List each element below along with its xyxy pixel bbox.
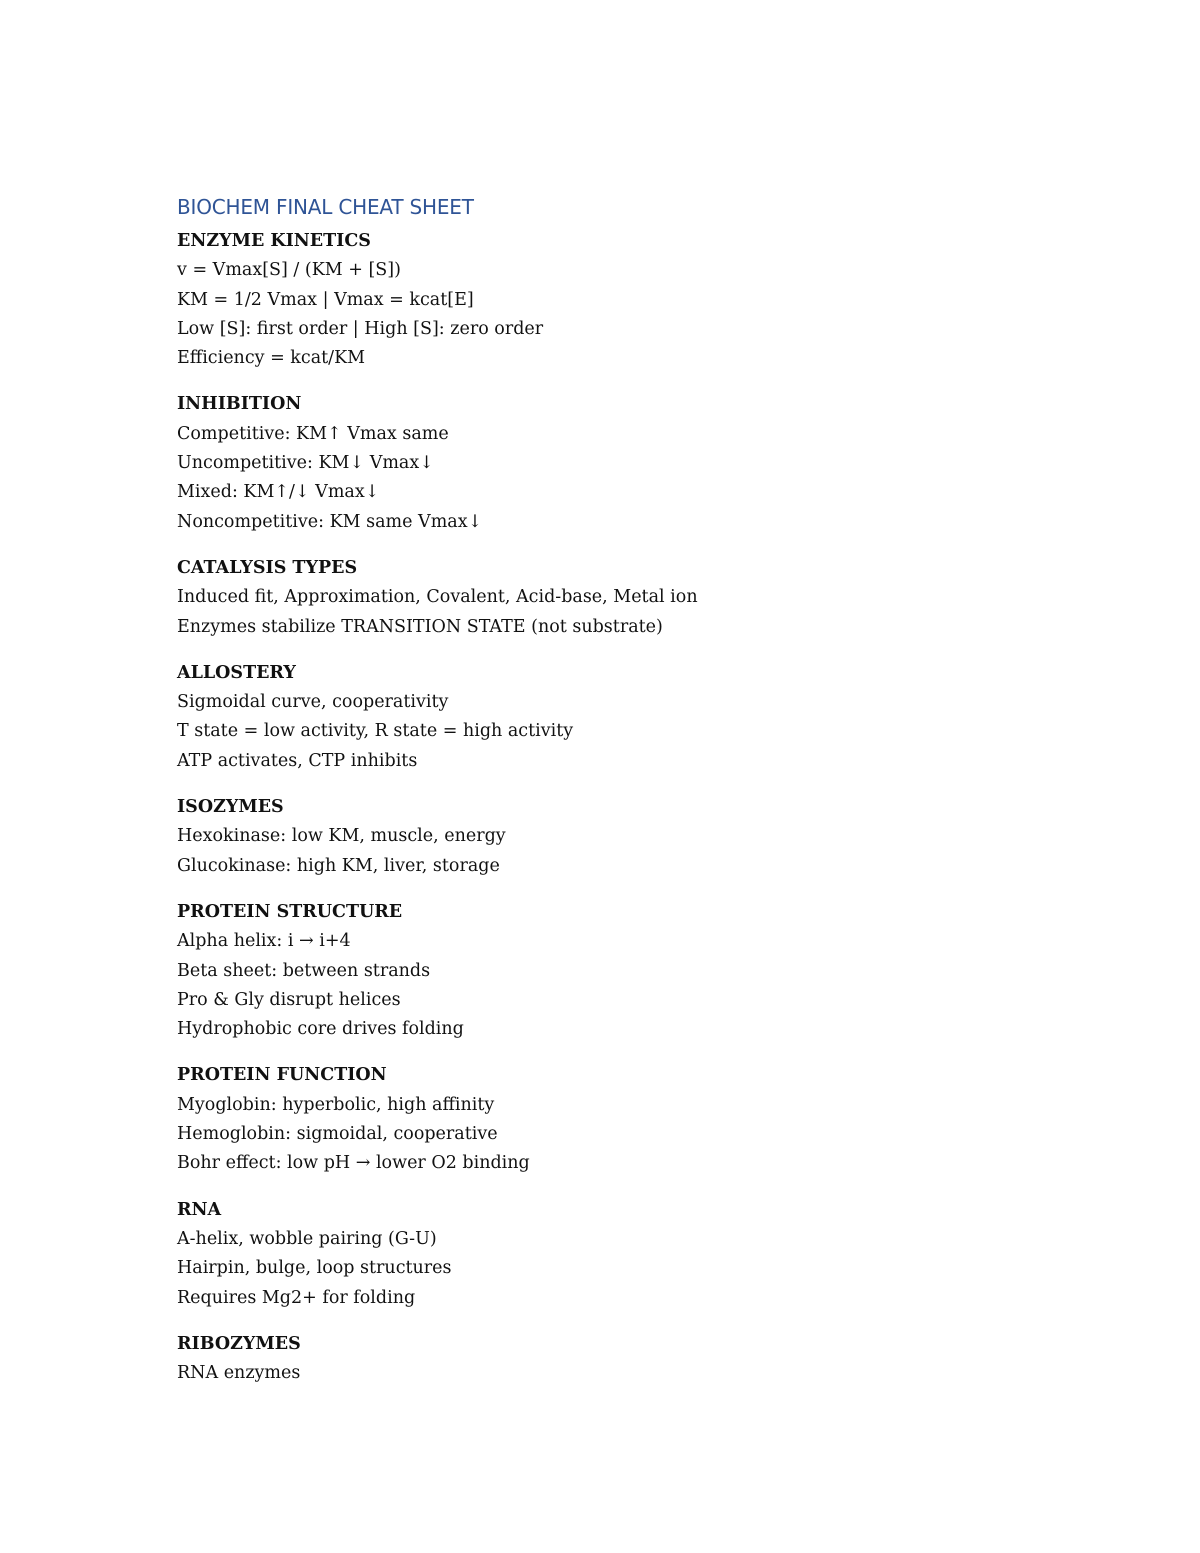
text-line: Hairpin, bulge, loop structures	[177, 1258, 452, 1279]
section-inhibition	[177, 390, 1077, 536]
text-line: Efficiency = kcat/KM	[177, 348, 366, 369]
text-line: Hexokinase: low KM, muscle, energy	[177, 826, 506, 847]
section-protein-structure	[177, 898, 1077, 1044]
text-line: Competitive: KM↑ Vmax same	[177, 423, 449, 444]
text-line: Induced fit, Approximation, Covalent, Acid-base, Metal ion	[177, 587, 698, 608]
section-allostery	[177, 659, 1077, 776]
text-line: Noncompetitive: KM same Vmax↓	[177, 511, 483, 532]
text-line: Low [S]: first order | High [S]: zero order	[177, 318, 544, 339]
text-line: Enzymes stabilize TRANSITION STATE (not substrate)	[177, 616, 663, 637]
text-line: Beta sheet: between strands	[177, 960, 431, 981]
text-line: A-helix, wobble pairing (G-U)	[177, 1228, 437, 1249]
section-heading: RIBOZYMES	[177, 1333, 301, 1354]
text-line: Hemoglobin: sigmoidal, cooperative	[177, 1124, 498, 1145]
section-ribozymes	[177, 1330, 1077, 1389]
text-line: Myoglobin: hyperbolic, high affinity	[177, 1094, 495, 1115]
text-line: v = Vmax[S] / (KM + [S])	[177, 260, 401, 281]
text-line: Hydrophobic core drives folding	[177, 1019, 464, 1040]
section-heading: PROTEIN STRUCTURE	[177, 901, 403, 922]
text-line: Sigmoidal curve, cooperativity	[177, 692, 449, 713]
section-protein-function	[177, 1061, 1077, 1178]
section-catalysis-types	[177, 554, 1077, 642]
section-isozymes	[177, 793, 1077, 881]
text-line: KM = 1/2 Vmax | Vmax = kcat[E]	[177, 289, 474, 310]
text-line: Bohr effect: low pH → lower O2 binding	[177, 1153, 530, 1174]
text-line: Uncompetitive: KM↓ Vmax↓	[177, 453, 434, 474]
text-line: RNA enzymes	[177, 1363, 301, 1384]
text-line: ATP activates, CTP inhibits	[177, 750, 418, 771]
section-rna	[177, 1196, 1077, 1313]
section-heading: PROTEIN FUNCTION	[177, 1065, 387, 1086]
text-line: Alpha helix: i → i+4	[177, 931, 351, 952]
document-page	[177, 193, 1077, 1405]
section-heading: ALLOSTERY	[177, 662, 296, 683]
section-heading: ENZYME KINETICS	[177, 231, 371, 251]
section-heading: CATALYSIS TYPES	[177, 557, 358, 578]
text-line: Mixed: KM↑/↓ Vmax↓	[177, 482, 380, 503]
text-line: Glucokinase: high KM, liver, storage	[177, 855, 500, 876]
section-heading: INHIBITION	[177, 394, 302, 415]
text-line: Requires Mg2+ for folding	[177, 1287, 416, 1308]
section-enzyme-kinetics	[177, 227, 1077, 373]
text-line: Pro & Gly disrupt helices	[177, 989, 401, 1010]
document-title: BIOCHEM FINAL CHEAT SHEET	[177, 195, 474, 219]
text-line: T state = low activity, R state = high activity	[177, 721, 574, 742]
section-heading: RNA	[177, 1199, 222, 1220]
section-heading: ISOZYMES	[177, 797, 284, 818]
